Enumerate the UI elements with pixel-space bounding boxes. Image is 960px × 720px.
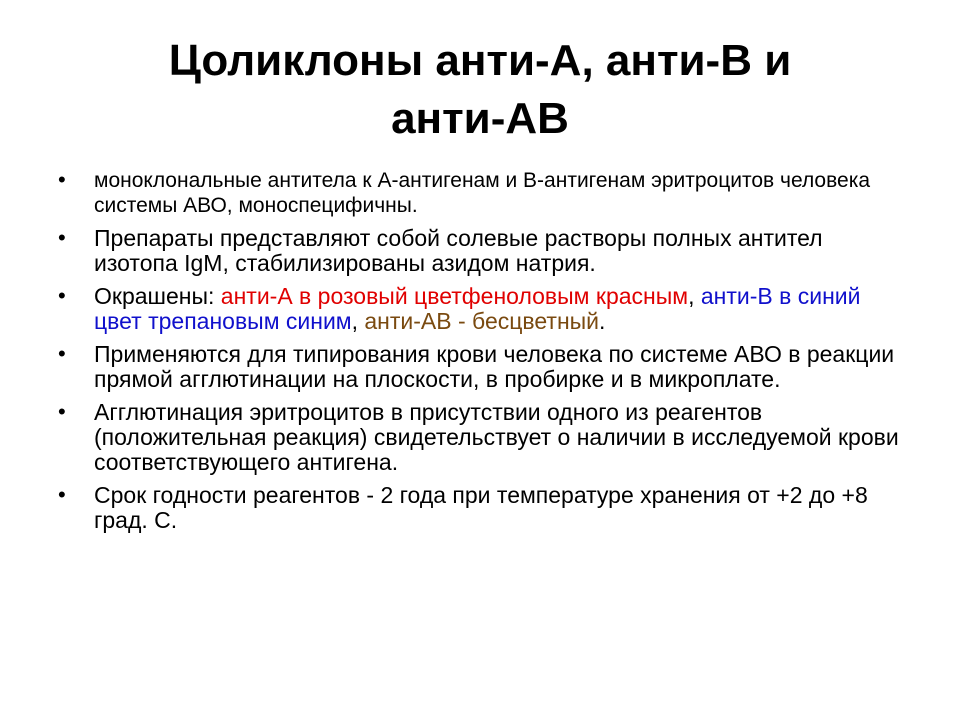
bullet-dot-icon: • bbox=[58, 225, 66, 250]
bullet-dot-icon: • bbox=[58, 283, 66, 308]
separator-text: , bbox=[351, 308, 365, 334]
bullet-dot-icon: • bbox=[58, 341, 66, 366]
bullet-dot-icon: • bbox=[58, 167, 66, 192]
slide-title bbox=[60, 32, 900, 148]
title-line-2: анти-АВ bbox=[391, 94, 569, 143]
separator-text: , bbox=[688, 283, 701, 309]
bullet-list bbox=[58, 168, 908, 541]
bullet-dot-icon: • bbox=[58, 482, 66, 507]
bullet-item-6 bbox=[58, 483, 908, 533]
bullet-item-4 bbox=[58, 342, 908, 392]
bullet-item-5 bbox=[58, 400, 908, 475]
bullet-text: Применяются для типирования крови человека по системе АВО в реакции прямой агглютинации на плоскости, в пробирке и в микроплате. bbox=[94, 341, 895, 392]
bullet-text: моноклональные антитела к А-антигенам и В-антигенам эритроцитов человека системы АВО, моноспецифичны. bbox=[94, 169, 871, 217]
anti-a-color-text: анти-А в розовый цветфеноловым красным bbox=[220, 283, 689, 309]
bullet-item-3 bbox=[58, 284, 908, 334]
bullet-text: Агглютинация эритроцитов в присутствии одного из реагентов (положительная реакция) свидетельствует о наличии в исследуемой крови соответствующего антигена. bbox=[94, 399, 899, 475]
anti-ab-color-text: анти-АВ - бесцветный bbox=[364, 308, 600, 334]
period-text: . bbox=[599, 308, 606, 334]
anti-b-color-text: анти-В в синий цвет трепановым синим bbox=[94, 283, 861, 334]
bullet-item-2 bbox=[58, 226, 908, 276]
bullet-text: Препараты представляют собой солевые растворы полных антител изотопа IgM, стабилизированы азидом натрия. bbox=[94, 225, 823, 276]
title-line-1: Цоликлоны анти-А, анти-В и bbox=[168, 36, 792, 85]
bullet-text-plain: Окрашены: bbox=[94, 283, 221, 309]
bullet-dot-icon: • bbox=[58, 399, 66, 424]
bullet-text: Срок годности реагентов - 2 года при температуре хранения от +2 до +8 град. С. bbox=[94, 482, 868, 533]
bullet-item-1 bbox=[58, 168, 908, 218]
